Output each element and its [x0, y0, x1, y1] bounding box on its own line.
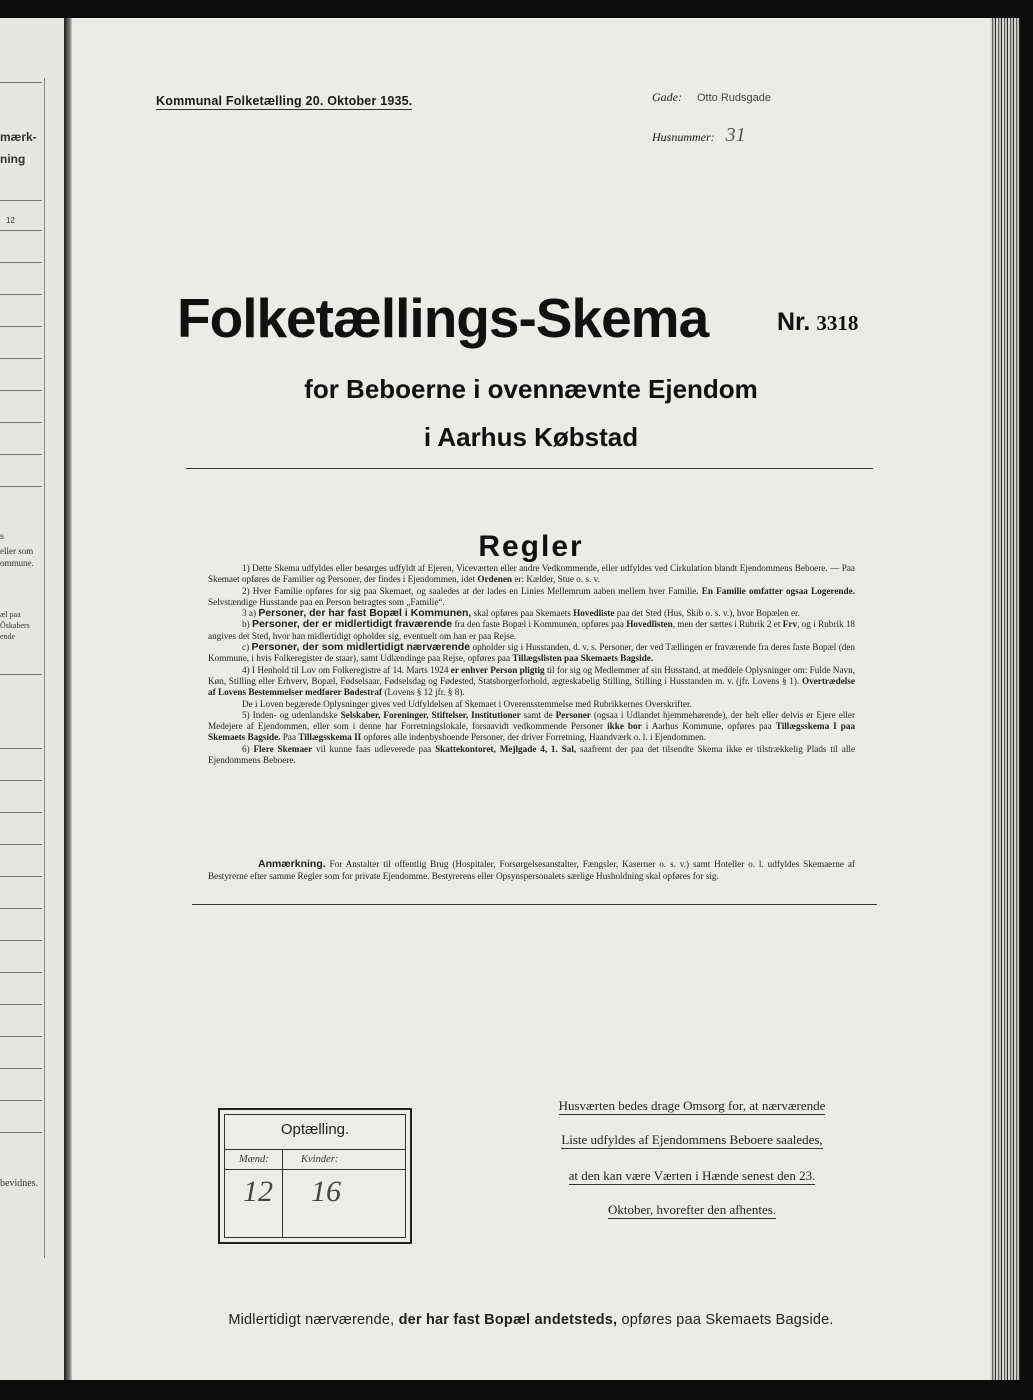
left-facing-page	[0, 18, 64, 1380]
tally-box	[218, 1108, 412, 1244]
remark-body: For Anstalter til offentlig Brug (Hospitaler, Forsørgelsesanstalter, Fængsler, Kaserner o. s. v.) samt Hoteller o. l. udfyldes Skemaerne af Bestyrerne efter samme Regler som for private Ejendomme. Bestyrerens eller Opsynspersonalets særlige Husholdning skal opføres for sig.	[208, 859, 855, 881]
form-number-value: 3318	[816, 311, 859, 335]
left-fragment: æl paa	[0, 610, 21, 619]
left-fragment: s	[0, 532, 4, 541]
left-fragment: 12	[6, 216, 15, 225]
tally-inner-frame	[224, 1114, 406, 1238]
men-label: Mænd:	[239, 1154, 269, 1165]
notice-line-1: Husværten bedes drage Omsorg for, at nærværende	[558, 1098, 826, 1113]
left-fragment: Ōskabers	[0, 621, 30, 630]
street-value: Otto Rudsgade	[697, 92, 771, 104]
rule-3c: c) Personer, der som midlertidigt nærværende opholder sig i Husstanden, d. v. s. Personer, der ved Tællingen er fraværende fra deres faste Bopæl (den Kommune, i hvis Folkeregister de staar), samt Udlændinge paa Rejse, opføres paa Tillægslisten paa Skemaets Bagside.	[208, 641, 856, 664]
ruled-line	[0, 1036, 42, 1037]
women-count: 16	[311, 1175, 341, 1208]
census-form-page	[72, 18, 990, 1380]
rule-6: 6) Flere Skemaer vil kunne faas udleverede paa Skattekontoret, Mejlgade 4, 1. Sal, saafremt der paa det tilsendte Skema ikke er tilstrækkelig Plads til alle Ejendommens Beboere.	[208, 743, 856, 766]
rule-1: 1) Dette Skema udfyldes eller besørges udfyldt af Ejeren, Viceværten eller andre Vedkommende, eller udfyldes ved Cirkulation blandt Ejendommens Beboere. — Paa Skemaet opføres de Familier og Personer, der findes i Ejendommen, idet Ordenen er: Kælder, Stue o. s. v.	[208, 563, 855, 585]
ruled-line	[0, 486, 42, 487]
ruled-line	[0, 454, 42, 455]
notice-line-3: at den kan være Værten i Hænde senest den 23.	[568, 1168, 816, 1183]
ruled-line	[0, 358, 42, 359]
left-fragment: ommune.	[0, 558, 34, 568]
left-fragment: bevidnes.	[0, 1178, 39, 1189]
divider-top	[186, 468, 873, 469]
form-number	[777, 308, 858, 337]
ruled-line	[0, 780, 42, 781]
ruled-line	[0, 674, 42, 675]
left-fragment: mærk-	[0, 130, 37, 144]
rule-4: 4) I Henhold til Lov om Folkeregistre af 14. Marts 1924 er enhver Person pligtig til for sig og Medlemmer af sin Husstand, at meddele Oplysninger om: Fulde Navn, Køn, Stilling eller Erhverv, Bopæl, Fødselsaar, Fødselsdag og Fødested, Statsborgerforhold, ægteskabelig Stilling, Stilling i Husstanden m. v. (jfr. Lovens § 1). Overtrædelse af Lovens Bestemmelser medfører Bødestraf (Lovens § 12 jfr. § 8).	[208, 664, 856, 698]
form-title: Folketællings-Skema	[177, 287, 709, 349]
divider-bottom	[192, 904, 877, 905]
ruled-line	[0, 1004, 42, 1005]
rule-4b: De i Loven begærede Oplysninger gives ved Udfyldelsen af Skemaet i Overensstemmelse med Rubrikkernes Overskrifter.	[242, 698, 692, 709]
house-number-label: Husnummer:	[652, 130, 715, 144]
ruled-line	[0, 326, 42, 327]
ruled-line	[0, 422, 42, 423]
men-count: 12	[243, 1175, 273, 1208]
ruled-line	[0, 82, 42, 83]
ruled-line	[0, 390, 42, 391]
ruled-line	[0, 908, 42, 909]
rule-3b: b) Personer, der er midlertidigt fraværende fra den faste Bopæl i Kommunen, opføres paa Hovedlisten, men der sættes i Rubrik 2 et Frv, og i Rubrik 18 angives det Sted, hvor han midlertidigt opholder sig, eventuelt om han er paa Rejse.	[208, 618, 856, 641]
ruled-line	[0, 200, 42, 201]
ruled-line	[0, 294, 42, 295]
tally-column-divider	[282, 1149, 283, 1237]
subtitle-town: i Aarhus Købstad	[423, 422, 639, 452]
book-gutter	[64, 18, 72, 1380]
margin-line	[44, 78, 45, 1258]
footer-note: Midlertidigt nærværende, der har fast Bopæl andetsteds, opføres paa Skemaets Bagside.	[228, 1312, 834, 1328]
ruled-line	[0, 812, 42, 813]
ruled-line	[0, 844, 42, 845]
subtitle-residents: for Beboerne i ovennævnte Ejendom	[304, 374, 758, 404]
tally-caption: Optælling.	[280, 1121, 350, 1138]
street-field	[652, 90, 771, 105]
house-number-value: 31	[725, 124, 746, 146]
notice-line-2: Liste udfyldes af Ejendommens Beboere saaledes,	[561, 1132, 823, 1147]
remark-text	[208, 858, 855, 882]
ruled-line	[0, 262, 42, 263]
left-fragment: ende	[0, 632, 16, 641]
tally-separator	[225, 1149, 405, 1150]
street-label: Gade:	[652, 90, 682, 104]
ruled-line	[0, 230, 42, 231]
rule-2: 2) Hver Familie opføres for sig paa Skemaet, og saaledes at der lades en Linies Mellemrum aaben mellem hver Familie. En Familie omfatter ogsaa Logerende. Selvstændige Husstande paa en Person betragtes som „Familie“.	[208, 585, 855, 607]
rules-text	[208, 563, 855, 766]
rule-5: 5) Inden- og udenlandske Selskaber, Foreninger, Stiftelser, Institutioner samt de Personer (ogsaa i Udlandet hjemmehørende), der helt eller delvis er Ejere eller Medejere af Ejendommen, eller som i denne har Forretningslokale, forsaavidt vedkommende Personer ikke bor i Aarhus Kommune, opføres paa Tillægsskema I paa Skemaets Bagside. Paa Tillægsskema II opføres alle indenbysboende Personer, der driver Forretning, Haandværk o. l. i Ejendommen.	[208, 709, 856, 743]
page-stack-edges	[990, 18, 1020, 1380]
ruled-line	[0, 972, 42, 973]
ruled-line	[0, 1132, 42, 1133]
ruled-line	[0, 940, 42, 941]
form-number-label: Nr.	[777, 308, 811, 336]
remark-label: Anmærkning.	[258, 858, 326, 870]
ruled-line	[0, 1068, 42, 1069]
ruled-line	[0, 748, 42, 749]
house-number-field	[652, 124, 746, 147]
rule-3a: 3 a) Personer, der har fast Bopæl i Kommunen, skal opføres paa Skemaets Hovedliste paa det Sted (Hus, Skib o. s. v.), hvor Bopælen er.	[242, 607, 800, 620]
ruled-line	[0, 876, 42, 877]
notice-line-4: Oktober, hvorefter den afhentes.	[607, 1202, 777, 1217]
women-label: Kvinder:	[301, 1154, 339, 1165]
rules-heading: Regler	[478, 530, 584, 563]
left-fragment: eller som	[0, 546, 34, 556]
tally-header-separator	[225, 1169, 405, 1170]
left-fragment: ning	[0, 152, 26, 166]
ruled-line	[0, 1100, 42, 1101]
census-line: Kommunal Folketælling 20. Oktober 1935.	[156, 94, 413, 108]
